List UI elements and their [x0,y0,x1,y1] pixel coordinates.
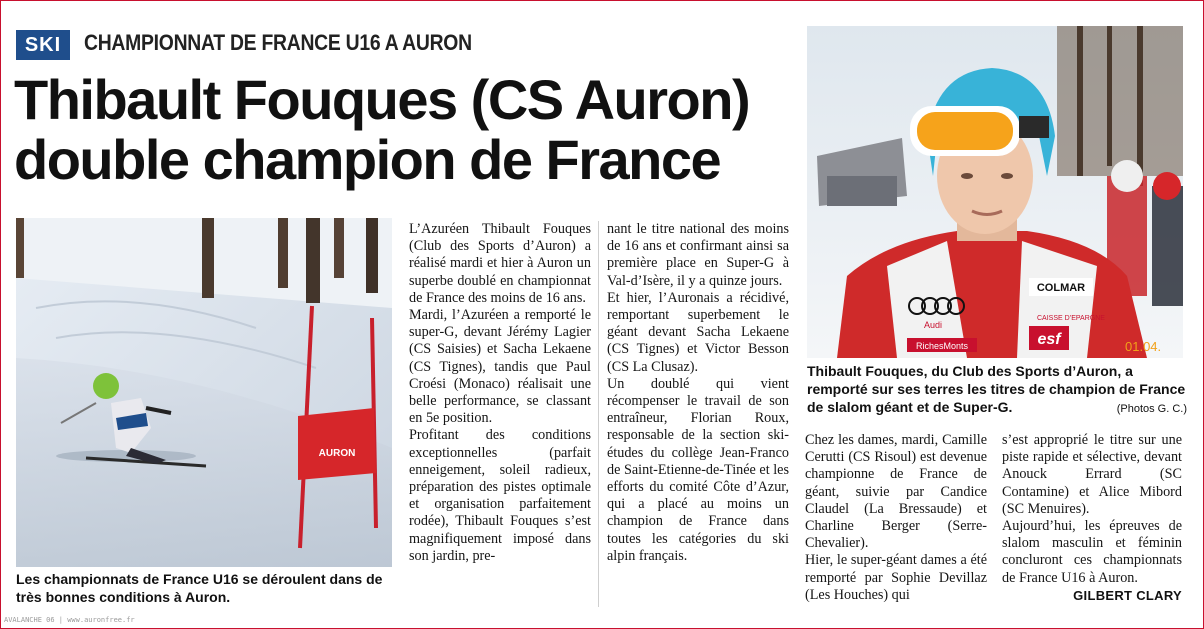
headline-line-2: double champion de France [14,128,721,191]
portrait-caption-text: Thibault Fouques, du Club des Sports d’Auron, a remporté sur ses terres les titres de champion de France de slalom géant et de Super-G. [807,363,1186,415]
paragraph: nant le titre national des moins de 16 ans et confirmant ainsi sa première place en Super-G à Val-d’Isère, il y a quinze jours. [607,221,789,289]
paragraph: Un doublé qui vient récompenser le travail de son entraîneur, Florian Roux, responsable de la section ski-études du collège Jean-Franco de Saint-Etienne-de-Tinée et les efforts du comité Côte d’Azur, qui a placé au moins un champion de France dans toutes les catégories du ski alpin français. [607,375,789,564]
article-column-1 [409,221,591,565]
sponsor-audi: Audi [923,320,943,330]
paragraph: Et hier, l’Auronais a récidivé, remportant superbement le géant devant Sacha Lekaene (CS Tignes) et Victor Besson (CS La Clusaz). [607,289,789,375]
paragraph: Mardi, l’Azuréen a remporté le super-G, devant Jérémy Lagier (CS Saisies) et Sacha Lekaene (CS Tignes), tandis que Paul Croési (Monaco) réalisait une belle performance, se classant en 5e position. [409,307,591,427]
ski-race-photo [16,218,392,567]
footer-watermark: AVALANCHE 06 | www.auronfree.fr [4,616,135,624]
paragraph: Aujourd’hui, les épreuves de slalom masculin et féminin concluront ces championnats de France U16 à Auron. [1002,518,1182,586]
kicker: CHAMPIONNAT DE FRANCE U16 A AURON [84,30,472,55]
ski-photo-caption: Les championnats de France U16 se déroulent dans de très bonnes conditions à Auron. [16,571,383,605]
article-column-4 [1002,432,1182,587]
gate-banner-text: AURON [318,448,356,459]
paragraph: Chez les dames, mardi, Camille Cerutti (CS Risoul) est devenue championne de France de géant, suivie par Candice Claudel (La Bressaude) et Charline Berger (Serre-Chevalier). [805,432,987,552]
author-signature: GILBERT CLARY [1073,588,1182,603]
portrait-photo [807,26,1183,358]
sponsor-caisse: CAISSE D’EPARGNE [1037,315,1105,322]
headline-line-1: Thibault Fouques (CS Auron) [14,68,750,131]
photo-credit: (Photos G. C.) [1116,403,1187,415]
sponsor-richesmonts: RichesMonts [915,341,969,351]
paragraph: Profitant des conditions exceptionnelles (parfait enneigement, soleil radieux, préparation des pistes optimale et organisation parfaitement rodée), Thibault Fouques s’est magnifiquement imposé dans son jardin, pre- [409,427,591,564]
headline [14,70,794,190]
sponsor-colmar: COLMAR [1036,282,1086,294]
paragraph: s’est approprié le titre sur une piste rapide et sélective, devant Anouck Errard (SC Contamine) et Alice Mibord (SC Menuires). [1002,432,1182,517]
paragraph: L’Azuréen Thibault Fouques (Club des Sports d’Auron) a réalisé mardi et hier à Auron un superbe doublé en championnat de France des moins de 16 ans. [409,221,591,306]
paragraph: Hier, le super-géant dames a été remporté par Sophie Devillaz (Les Houches) qui [805,552,987,603]
sponsor-esf: esf [1037,331,1061,348]
photo-timestamp: 01.04. [1125,339,1162,354]
portrait-caption [807,362,1187,418]
article-column-2 [607,221,789,565]
section-tag: SKI [16,30,70,60]
article-column-3 [805,432,987,604]
column-divider [598,221,599,607]
